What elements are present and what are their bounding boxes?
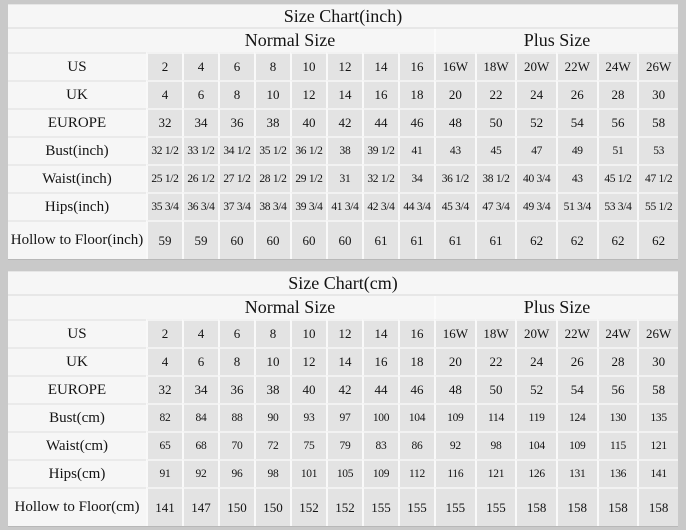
table-row [8,192,678,220]
size-value-cell: 93 [290,403,326,431]
table-row [8,319,678,347]
size-value-cell: 109 [362,459,398,487]
size-value-cell: 20 [434,347,475,375]
size-value-cell: 83 [362,431,398,459]
size-value-cell: 158 [556,487,597,526]
size-value-cell: 52 [515,108,556,136]
table-title: Size Chart(inch) [8,5,678,29]
size-value-cell: 26 [556,80,597,108]
size-value-cell: 45 3/4 [434,192,475,220]
size-value-cell: 12 [290,347,326,375]
size-value-cell: 45 [475,136,516,164]
size-value-cell: 49 [556,136,597,164]
size-value-cell: 25 1/2 [146,164,182,192]
size-value-cell: 14 [362,52,398,80]
row-label: EUROPE [8,375,146,403]
size-value-cell: 32 1/2 [146,136,182,164]
row-label: Hollow to Floor(inch) [8,220,146,259]
size-value-cell: 91 [146,459,182,487]
corner-cell [8,29,146,52]
size-value-cell: 42 [326,375,362,403]
size-value-cell: 54 [556,375,597,403]
size-value-cell: 26W [637,319,678,347]
size-value-cell: 24W [597,319,638,347]
size-value-cell: 62 [515,220,556,259]
size-value-cell: 158 [637,487,678,526]
size-value-cell: 4 [146,80,182,108]
size-value-cell: 100 [362,403,398,431]
table-row [8,347,678,375]
row-label: Hollow to Floor(cm) [8,487,146,526]
size-value-cell: 36 1/2 [290,136,326,164]
size-value-cell: 6 [218,319,254,347]
size-value-cell: 36 [218,108,254,136]
table-row [8,80,678,108]
size-value-cell: 28 [597,80,638,108]
size-value-cell: 14 [362,319,398,347]
size-value-cell: 62 [597,220,638,259]
size-value-cell: 50 [475,108,516,136]
size-value-cell: 26 1/2 [182,164,218,192]
row-label: Bust(cm) [8,403,146,431]
size-value-cell: 65 [146,431,182,459]
size-value-cell: 4 [182,319,218,347]
size-value-cell: 20W [515,319,556,347]
size-value-cell: 60 [326,220,362,259]
size-value-cell: 135 [637,403,678,431]
size-value-cell: 18 [398,80,434,108]
size-value-cell: 29 1/2 [290,164,326,192]
row-label: Waist(inch) [8,164,146,192]
size-value-cell: 47 [515,136,556,164]
size-value-cell: 18 [398,347,434,375]
size-value-cell: 97 [326,403,362,431]
size-value-cell: 38 [326,136,362,164]
size-value-cell: 88 [218,403,254,431]
size-value-cell: 22 [475,347,516,375]
column-group-normal: Normal Size [146,296,434,319]
size-value-cell: 84 [182,403,218,431]
size-value-cell: 41 [398,136,434,164]
size-value-cell: 38 [254,375,290,403]
row-label: EUROPE [8,108,146,136]
size-value-cell: 150 [254,487,290,526]
size-value-cell: 4 [146,347,182,375]
row-label: Hips(cm) [8,459,146,487]
size-value-cell: 35 3/4 [146,192,182,220]
size-value-cell: 51 3/4 [556,192,597,220]
size-value-cell: 45 1/2 [597,164,638,192]
size-value-cell: 112 [398,459,434,487]
size-value-cell: 72 [254,431,290,459]
size-value-cell: 22 [475,80,516,108]
size-value-cell: 32 1/2 [362,164,398,192]
size-value-cell: 44 [362,375,398,403]
size-value-cell: 51 [597,136,638,164]
size-value-cell: 126 [515,459,556,487]
size-value-cell: 105 [326,459,362,487]
size-value-cell: 136 [597,459,638,487]
size-value-cell: 34 [182,375,218,403]
row-label: Hips(inch) [8,192,146,220]
size-value-cell: 58 [637,108,678,136]
size-value-cell: 141 [146,487,182,526]
size-value-cell: 53 [637,136,678,164]
size-value-cell: 60 [218,220,254,259]
size-value-cell: 104 [398,403,434,431]
size-value-cell: 124 [556,403,597,431]
size-value-cell: 40 3/4 [515,164,556,192]
table-row [8,375,678,403]
table-row [8,108,678,136]
size-value-cell: 12 [326,52,362,80]
size-value-cell: 155 [434,487,475,526]
table-row [8,431,678,459]
size-value-cell: 49 3/4 [515,192,556,220]
size-value-cell: 48 [434,108,475,136]
size-value-cell: 150 [218,487,254,526]
size-value-cell: 44 [362,108,398,136]
column-group-plus: Plus Size [434,29,678,52]
size-value-cell: 42 [326,108,362,136]
size-value-cell: 54 [556,108,597,136]
size-value-cell: 39 1/2 [362,136,398,164]
size-value-cell: 60 [290,220,326,259]
size-value-cell: 16W [434,319,475,347]
size-value-cell: 40 [290,108,326,136]
size-value-cell: 96 [218,459,254,487]
size-value-cell: 34 1/2 [218,136,254,164]
size-value-cell: 92 [434,431,475,459]
size-value-cell: 116 [434,459,475,487]
size-value-cell: 2 [146,319,182,347]
size-value-cell: 38 1/2 [475,164,516,192]
size-value-cell: 40 [290,375,326,403]
size-value-cell: 43 [434,136,475,164]
size-value-cell: 33 1/2 [182,136,218,164]
size-value-cell: 34 [398,164,434,192]
row-label: UK [8,80,146,108]
size-value-cell: 26 [556,347,597,375]
size-value-cell: 62 [556,220,597,259]
size-value-cell: 115 [597,431,638,459]
corner-cell [8,296,146,319]
table-row [8,220,678,259]
size-value-cell: 16 [362,80,398,108]
size-value-cell: 119 [515,403,556,431]
size-value-cell: 114 [475,403,516,431]
size-value-cell: 10 [254,80,290,108]
size-value-cell: 48 [434,375,475,403]
size-value-cell: 53 3/4 [597,192,638,220]
table-row [8,52,678,80]
size-value-cell: 41 3/4 [326,192,362,220]
size-value-cell: 16W [434,52,475,80]
size-value-cell: 4 [182,52,218,80]
size-value-cell: 152 [326,487,362,526]
size-value-cell: 56 [597,108,638,136]
size-value-cell: 90 [254,403,290,431]
size-value-cell: 121 [637,431,678,459]
size-value-cell: 37 3/4 [218,192,254,220]
size-value-cell: 109 [556,431,597,459]
size-value-cell: 20 [434,80,475,108]
size-value-cell: 18W [475,319,516,347]
size-value-cell: 35 1/2 [254,136,290,164]
size-value-cell: 6 [182,347,218,375]
size-value-cell: 58 [637,375,678,403]
size-value-cell: 22W [556,319,597,347]
size-chart-cm-table [8,272,678,526]
size-value-cell: 131 [556,459,597,487]
size-value-cell: 101 [290,459,326,487]
size-value-cell: 61 [475,220,516,259]
size-value-cell: 70 [218,431,254,459]
table-title-row [8,272,678,296]
size-value-cell: 38 [254,108,290,136]
table-row [8,459,678,487]
table-title: Size Chart(cm) [8,272,678,296]
size-value-cell: 36 3/4 [182,192,218,220]
size-value-cell: 42 3/4 [362,192,398,220]
size-value-cell: 28 [597,347,638,375]
size-value-cell: 32 [146,375,182,403]
size-value-cell: 6 [182,80,218,108]
size-value-cell: 158 [597,487,638,526]
size-value-cell: 61 [398,220,434,259]
size-value-cell: 24W [597,52,638,80]
size-value-cell: 46 [398,375,434,403]
size-value-cell: 50 [475,375,516,403]
size-value-cell: 8 [218,80,254,108]
size-value-cell: 16 [398,52,434,80]
size-value-cell: 34 [182,108,218,136]
size-value-cell: 32 [146,108,182,136]
size-value-cell: 12 [290,80,326,108]
size-value-cell: 18W [475,52,516,80]
size-value-cell: 6 [218,52,254,80]
size-value-cell: 28 1/2 [254,164,290,192]
size-value-cell: 46 [398,108,434,136]
size-value-cell: 27 1/2 [218,164,254,192]
size-value-cell: 152 [290,487,326,526]
size-value-cell: 14 [326,80,362,108]
size-value-cell: 147 [182,487,218,526]
row-label: US [8,52,146,80]
size-value-cell: 86 [398,431,434,459]
size-value-cell: 141 [637,459,678,487]
size-value-cell: 2 [146,52,182,80]
size-chart-inch-table [8,5,678,259]
size-value-cell: 47 3/4 [475,192,516,220]
size-value-cell: 36 [218,375,254,403]
size-value-cell: 60 [254,220,290,259]
size-value-cell: 104 [515,431,556,459]
size-value-cell: 155 [475,487,516,526]
size-value-cell: 158 [515,487,556,526]
size-value-cell: 68 [182,431,218,459]
size-value-cell: 79 [326,431,362,459]
table-row [8,164,678,192]
size-value-cell: 10 [290,52,326,80]
row-label: Waist(cm) [8,431,146,459]
size-value-cell: 8 [254,319,290,347]
size-value-cell: 109 [434,403,475,431]
size-value-cell: 56 [597,375,638,403]
column-group-normal: Normal Size [146,29,434,52]
table-row [8,403,678,431]
size-value-cell: 59 [182,220,218,259]
size-value-cell: 30 [637,347,678,375]
size-value-cell: 38 3/4 [254,192,290,220]
row-label: UK [8,347,146,375]
size-value-cell: 31 [326,164,362,192]
size-value-cell: 155 [398,487,434,526]
size-value-cell: 24 [515,347,556,375]
size-value-cell: 61 [362,220,398,259]
size-value-cell: 36 1/2 [434,164,475,192]
size-value-cell: 44 3/4 [398,192,434,220]
table-row [8,487,678,526]
size-value-cell: 121 [475,459,516,487]
size-value-cell: 82 [146,403,182,431]
size-value-cell: 75 [290,431,326,459]
size-value-cell: 8 [254,52,290,80]
size-value-cell: 12 [326,319,362,347]
size-value-cell: 155 [362,487,398,526]
column-group-plus: Plus Size [434,296,678,319]
row-label: Bust(inch) [8,136,146,164]
size-value-cell: 92 [182,459,218,487]
size-value-cell: 130 [597,403,638,431]
size-value-cell: 16 [398,319,434,347]
size-value-cell: 47 1/2 [637,164,678,192]
size-value-cell: 8 [218,347,254,375]
size-value-cell: 55 1/2 [637,192,678,220]
size-value-cell: 62 [637,220,678,259]
size-value-cell: 98 [475,431,516,459]
table-title-row [8,5,678,29]
table-row [8,136,678,164]
size-value-cell: 61 [434,220,475,259]
size-value-cell: 39 3/4 [290,192,326,220]
column-group-row [8,29,678,52]
column-group-row [8,296,678,319]
size-value-cell: 52 [515,375,556,403]
size-value-cell: 26W [637,52,678,80]
size-value-cell: 59 [146,220,182,259]
size-value-cell: 16 [362,347,398,375]
row-label: US [8,319,146,347]
size-value-cell: 30 [637,80,678,108]
size-value-cell: 20W [515,52,556,80]
size-value-cell: 22W [556,52,597,80]
size-value-cell: 10 [290,319,326,347]
size-value-cell: 43 [556,164,597,192]
size-value-cell: 24 [515,80,556,108]
size-value-cell: 98 [254,459,290,487]
size-value-cell: 14 [326,347,362,375]
size-value-cell: 10 [254,347,290,375]
